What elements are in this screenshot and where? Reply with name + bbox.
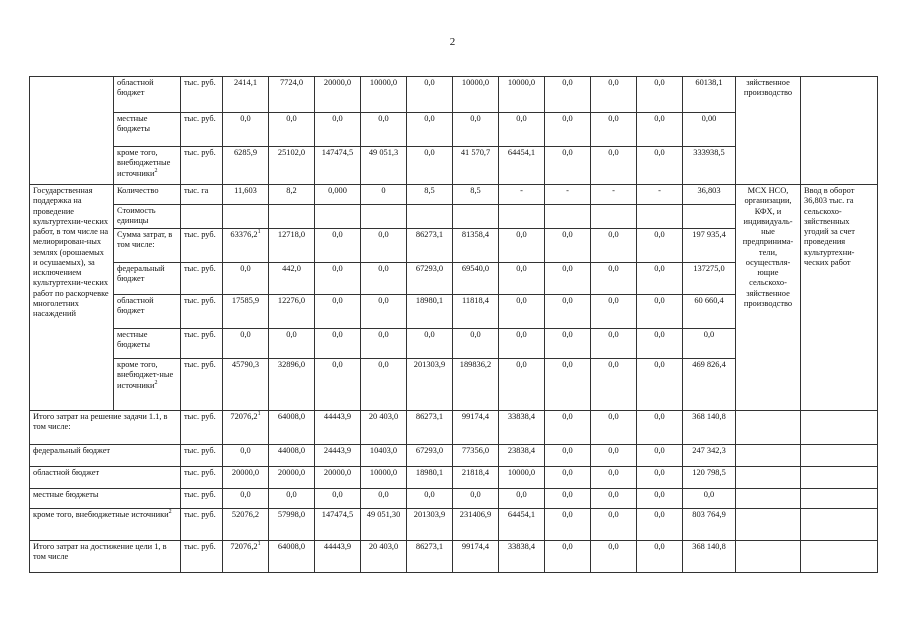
value-cell xyxy=(591,205,637,229)
value-cell: 18980,1 xyxy=(407,467,453,489)
row-label-text: областной бюджет xyxy=(117,78,154,98)
total-label xyxy=(30,541,181,573)
total-row xyxy=(30,445,878,467)
value-cell: 0,0 xyxy=(637,295,683,329)
measure-name-cell xyxy=(30,77,114,185)
unit-cell: тыс. руб. xyxy=(181,77,223,113)
unit-cell: тыс. га xyxy=(181,185,223,205)
value-cell: 0,0 xyxy=(637,509,683,541)
unit-cell: тыс. руб. xyxy=(181,541,223,573)
value-cell: 81358,4 xyxy=(453,229,499,263)
value-cell: 0,0 xyxy=(637,359,683,411)
value-cell: 24443,9 xyxy=(315,445,361,467)
value-cell: 33838,4 xyxy=(499,411,545,445)
value-cell: 72076,2$^1$ xyxy=(223,541,269,573)
value-cell: 6285,9 xyxy=(223,147,269,185)
value-cell: 44443,9 xyxy=(315,411,361,445)
row-label xyxy=(114,329,181,359)
budget-table xyxy=(29,76,878,573)
value-cell: 0,0 xyxy=(591,263,637,295)
row-label-text: местные бюджеты xyxy=(117,330,151,350)
value-cell: 120 798,5 xyxy=(683,467,736,489)
value-cell: 57998,0 xyxy=(269,509,315,541)
total-row xyxy=(30,467,878,489)
result-cell xyxy=(801,467,878,489)
value-cell: 0,0 xyxy=(407,329,453,359)
value-cell: 0,0 xyxy=(683,489,736,509)
value-cell: 0,0 xyxy=(545,329,591,359)
value-cell: 12718,0 xyxy=(269,229,315,263)
value-cell: 20000,0 xyxy=(269,467,315,489)
value-cell: 7724,0 xyxy=(269,77,315,113)
value-cell xyxy=(361,205,407,229)
value-cell: 0,0 xyxy=(591,445,637,467)
value-cell: 10000,0 xyxy=(499,77,545,113)
total-label-text: Итого затрат на достижение цели 1, в том числе xyxy=(33,542,167,562)
value-cell: 0,0 xyxy=(591,509,637,541)
row-label xyxy=(114,229,181,263)
value-cell: 36,803 xyxy=(683,185,736,205)
value-cell: 0,0 xyxy=(545,445,591,467)
row-label-text: федеральный бюджет xyxy=(117,264,165,284)
value-cell: 0,0 xyxy=(499,489,545,509)
value-cell: 20000,0 xyxy=(223,467,269,489)
row-label-text: Сумма затрат, в том числе: xyxy=(117,230,173,250)
value-cell: 33838,4 xyxy=(499,541,545,573)
total-label xyxy=(30,445,181,467)
value-cell: 0,0 xyxy=(637,77,683,113)
value-cell: 0,0 xyxy=(269,113,315,147)
value-cell: 86273,1 xyxy=(407,411,453,445)
value-cell: 86273,1 xyxy=(407,229,453,263)
row-label xyxy=(114,147,181,185)
value-cell: 0,0 xyxy=(591,489,637,509)
value-cell: 333938,5 xyxy=(683,147,736,185)
row-label-text: Стоимость единицы xyxy=(117,206,156,226)
value-cell: 0,0 xyxy=(407,77,453,113)
executor-cell xyxy=(736,541,801,573)
row-label xyxy=(114,77,181,113)
value-cell: 0,000 xyxy=(315,185,361,205)
value-cell: 99174,4 xyxy=(453,411,499,445)
executor-cell: зяйственное производство xyxy=(736,77,801,185)
unit-cell: тыс. руб. xyxy=(181,113,223,147)
value-cell: 147474,5 xyxy=(315,147,361,185)
value-cell: - xyxy=(499,185,545,205)
value-cell: 0,0 xyxy=(545,411,591,445)
footnote-marker: 1 xyxy=(257,411,261,418)
value-cell: 0,0 xyxy=(545,229,591,263)
measure-name-cell: Государственная поддержка на проведение культуртехни-ческих работ, в том числе на мелиорирован-ных землях (орошаемых и осушаемых), за исключением культуртехни-ческих работ по раскорчевке многолетних насаждений xyxy=(30,185,114,411)
total-label-text: кроме того, внебюджетные источники xyxy=(33,510,169,519)
result-cell xyxy=(801,77,878,185)
value-cell: 21818,4 xyxy=(453,467,499,489)
value-cell: 0,0 xyxy=(637,147,683,185)
value-cell: 0,0 xyxy=(545,541,591,573)
value-cell: 0,0 xyxy=(315,229,361,263)
value-cell: 69540,0 xyxy=(453,263,499,295)
value-cell: 0,0 xyxy=(407,489,453,509)
value-cell: 0,0 xyxy=(545,263,591,295)
value-cell: 67293,0 xyxy=(407,445,453,467)
value-cell: 368 140,8 xyxy=(683,541,736,573)
value-cell: 0,0 xyxy=(223,329,269,359)
value-cell: 0 xyxy=(361,185,407,205)
value-cell: 189836,2 xyxy=(453,359,499,411)
executor-cell xyxy=(736,489,801,509)
value-cell: 0,0 xyxy=(453,113,499,147)
value-cell: 0,0 xyxy=(637,411,683,445)
value-cell: 44443,9 xyxy=(315,541,361,573)
value-cell: 64008,0 xyxy=(269,411,315,445)
value-cell: 11,603 xyxy=(223,185,269,205)
result-cell xyxy=(801,489,878,509)
value-cell: 0,0 xyxy=(269,489,315,509)
executor-cell: МСХ НСО, организации, КФХ, и индивидуаль-ные предпринима-тели, осуществля-ющие сельскохо-зяйственное производство xyxy=(736,185,801,411)
value-cell: 0,0 xyxy=(591,77,637,113)
value-cell xyxy=(453,205,499,229)
value-cell: 8,5 xyxy=(453,185,499,205)
value-cell: 0,0 xyxy=(499,263,545,295)
value-cell: 0,0 xyxy=(361,113,407,147)
value-cell: 0,0 xyxy=(637,489,683,509)
value-cell: 0,0 xyxy=(223,445,269,467)
value-cell: 0,0 xyxy=(591,147,637,185)
value-cell: 442,0 xyxy=(269,263,315,295)
value-cell: 0,0 xyxy=(315,113,361,147)
result-cell xyxy=(801,445,878,467)
unit-cell xyxy=(181,205,223,229)
value-cell: 63376,2$^1$ xyxy=(223,229,269,263)
total-label xyxy=(30,411,181,445)
value-cell xyxy=(223,205,269,229)
value-cell: - xyxy=(545,185,591,205)
value-cell: 18980,1 xyxy=(407,295,453,329)
value-cell: 0,0 xyxy=(637,229,683,263)
value-cell: 0,0 xyxy=(591,113,637,147)
value-cell: 0,0 xyxy=(591,229,637,263)
footnote-marker: 2 xyxy=(168,509,172,516)
footnote-marker: 1 xyxy=(257,541,261,548)
total-label xyxy=(30,489,181,509)
value-cell xyxy=(683,205,736,229)
value-cell: 0,0 xyxy=(315,329,361,359)
value-cell: 11818,4 xyxy=(453,295,499,329)
value-cell: 0,0 xyxy=(545,359,591,411)
value-cell: 0,0 xyxy=(407,113,453,147)
executor-cell xyxy=(736,467,801,489)
value-cell: 0,0 xyxy=(499,359,545,411)
value-cell xyxy=(545,205,591,229)
value-cell: 20000,0 xyxy=(315,77,361,113)
unit-cell: тыс. руб. xyxy=(181,411,223,445)
total-row xyxy=(30,489,878,509)
value-cell: 0,0 xyxy=(545,113,591,147)
result-cell xyxy=(801,411,878,445)
value-cell: 0,0 xyxy=(223,263,269,295)
result-cell xyxy=(801,509,878,541)
value-cell: 0,0 xyxy=(361,295,407,329)
total-row xyxy=(30,411,878,445)
value-cell: 0,0 xyxy=(223,113,269,147)
value-cell: 0,0 xyxy=(499,229,545,263)
value-cell: 0,0 xyxy=(637,263,683,295)
value-cell: 20 403,0 xyxy=(361,411,407,445)
value-cell: 17585,9 xyxy=(223,295,269,329)
value-cell: 0,0 xyxy=(499,295,545,329)
value-cell xyxy=(637,205,683,229)
value-cell: 10000,0 xyxy=(499,467,545,489)
result-cell xyxy=(801,541,878,573)
value-cell: 2414,1 xyxy=(223,77,269,113)
value-cell: 137275,0 xyxy=(683,263,736,295)
row-label xyxy=(114,295,181,329)
value-cell: 49 051,30 xyxy=(361,509,407,541)
value-cell: 0,0 xyxy=(361,359,407,411)
value-cell: 0,0 xyxy=(591,359,637,411)
value-cell: 0,00 xyxy=(683,113,736,147)
value-cell: 10000,0 xyxy=(453,77,499,113)
row-label xyxy=(114,359,181,411)
value-cell: 201303,9 xyxy=(407,359,453,411)
value-cell xyxy=(315,205,361,229)
value-cell: 803 764,9 xyxy=(683,509,736,541)
row-label xyxy=(114,185,181,205)
executor-cell xyxy=(736,445,801,467)
value-cell: 0,0 xyxy=(499,329,545,359)
total-label-text: местные бюджеты xyxy=(33,490,99,499)
row-label-text: кроме того, внебюджетные источники xyxy=(117,148,171,178)
value-cell: 0,0 xyxy=(637,113,683,147)
value-cell: 0,0 xyxy=(591,467,637,489)
value-cell: 0,0 xyxy=(591,295,637,329)
total-label-text: федеральный бюджет xyxy=(33,446,111,455)
value-cell: 64454,1 xyxy=(499,509,545,541)
value-cell: 52076,2 xyxy=(223,509,269,541)
footnote-marker: 1 xyxy=(257,229,261,236)
value-cell: 0,0 xyxy=(545,147,591,185)
value-cell: 49 051,3 xyxy=(361,147,407,185)
value-cell: 0,0 xyxy=(545,77,591,113)
unit-cell: тыс. руб. xyxy=(181,445,223,467)
value-cell: 0,0 xyxy=(591,329,637,359)
total-label-text: областной бюджет xyxy=(33,468,100,477)
row-label-text: кроме того, внебюджет-ные источники xyxy=(117,360,174,390)
unit-cell: тыс. руб. xyxy=(181,229,223,263)
value-cell: 41 570,7 xyxy=(453,147,499,185)
value-cell: 0,0 xyxy=(499,113,545,147)
value-cell: 0,0 xyxy=(591,541,637,573)
unit-cell: тыс. руб. xyxy=(181,467,223,489)
result-cell: Ввод в оборот 36,803 тыс. га сельскохо-зяйственных угодий за счет проведения культуртехни-ческих работ xyxy=(801,185,878,411)
unit-cell: тыс. руб. xyxy=(181,509,223,541)
total-label xyxy=(30,467,181,489)
value-cell: 10403,0 xyxy=(361,445,407,467)
value-cell: 25102,0 xyxy=(269,147,315,185)
value-cell: 0,0 xyxy=(637,445,683,467)
total-label-text: Итого затрат на решение задачи 1.1, в том числе: xyxy=(33,412,168,432)
footnote-marker: 2 xyxy=(154,379,158,386)
value-cell: 72076,2$^1$ xyxy=(223,411,269,445)
value-cell: 0,0 xyxy=(315,263,361,295)
page-number: 2 xyxy=(449,36,456,48)
value-cell: 0,0 xyxy=(545,489,591,509)
total-row xyxy=(30,509,878,541)
value-cell: 10000,0 xyxy=(361,467,407,489)
value-cell: 60138,1 xyxy=(683,77,736,113)
value-cell: 60 660,4 xyxy=(683,295,736,329)
value-cell: 77356,0 xyxy=(453,445,499,467)
value-cell: 0,0 xyxy=(315,295,361,329)
row-label-text: Количество xyxy=(117,186,159,195)
unit-cell: тыс. руб. xyxy=(181,263,223,295)
value-cell: 12276,0 xyxy=(269,295,315,329)
value-cell: 64454,1 xyxy=(499,147,545,185)
value-cell: 469 826,4 xyxy=(683,359,736,411)
unit-cell: тыс. руб. xyxy=(181,489,223,509)
value-cell: 0,0 xyxy=(545,467,591,489)
value-cell: 0,0 xyxy=(361,329,407,359)
value-cell xyxy=(407,205,453,229)
value-cell: 0,0 xyxy=(453,329,499,359)
value-cell xyxy=(269,205,315,229)
value-cell: 44008,0 xyxy=(269,445,315,467)
value-cell: 0,0 xyxy=(637,467,683,489)
unit-cell: тыс. руб. xyxy=(181,359,223,411)
executor-cell xyxy=(736,411,801,445)
value-cell: 247 342,3 xyxy=(683,445,736,467)
value-cell: 0,0 xyxy=(591,411,637,445)
value-cell: 0,0 xyxy=(637,541,683,573)
value-cell: 23838,4 xyxy=(499,445,545,467)
value-cell: 0,0 xyxy=(223,489,269,509)
value-cell: 0,0 xyxy=(269,329,315,359)
value-cell: 20 403,0 xyxy=(361,541,407,573)
value-cell: 45790,3 xyxy=(223,359,269,411)
unit-cell: тыс. руб. xyxy=(181,147,223,185)
total-label xyxy=(30,509,181,541)
row-label-text: местные бюджеты xyxy=(117,114,151,134)
row-label xyxy=(114,113,181,147)
table-row xyxy=(30,77,878,113)
value-cell: 32896,0 xyxy=(269,359,315,411)
value-cell: 0,0 xyxy=(407,147,453,185)
row-label xyxy=(114,205,181,229)
value-cell: 99174,4 xyxy=(453,541,499,573)
value-cell: 0,0 xyxy=(683,329,736,359)
total-row xyxy=(30,541,878,573)
value-cell: 8,5 xyxy=(407,185,453,205)
value-cell: 0,0 xyxy=(545,509,591,541)
value-cell: - xyxy=(591,185,637,205)
value-cell: 0,0 xyxy=(637,329,683,359)
value-cell: 0,0 xyxy=(361,263,407,295)
value-cell: 201303,9 xyxy=(407,509,453,541)
value-cell: 368 140,8 xyxy=(683,411,736,445)
value-cell: 147474,5 xyxy=(315,509,361,541)
footnote-marker: 2 xyxy=(154,167,158,174)
value-cell: 0,0 xyxy=(315,359,361,411)
value-cell: 0,0 xyxy=(545,295,591,329)
value-cell xyxy=(499,205,545,229)
value-cell: 0,0 xyxy=(361,489,407,509)
unit-cell: тыс. руб. xyxy=(181,295,223,329)
value-cell: - xyxy=(637,185,683,205)
value-cell: 0,0 xyxy=(453,489,499,509)
row-label-text: областной бюджет xyxy=(117,296,154,316)
value-cell: 8,2 xyxy=(269,185,315,205)
value-cell: 197 935,4 xyxy=(683,229,736,263)
value-cell: 10000,0 xyxy=(361,77,407,113)
table-row xyxy=(30,185,878,205)
unit-cell: тыс. руб. xyxy=(181,329,223,359)
value-cell: 20000,0 xyxy=(315,467,361,489)
value-cell: 0,0 xyxy=(315,489,361,509)
row-label xyxy=(114,263,181,295)
value-cell: 0,0 xyxy=(361,229,407,263)
value-cell: 67293,0 xyxy=(407,263,453,295)
value-cell: 231406,9 xyxy=(453,509,499,541)
value-cell: 64008,0 xyxy=(269,541,315,573)
value-cell: 86273,1 xyxy=(407,541,453,573)
executor-cell xyxy=(736,509,801,541)
